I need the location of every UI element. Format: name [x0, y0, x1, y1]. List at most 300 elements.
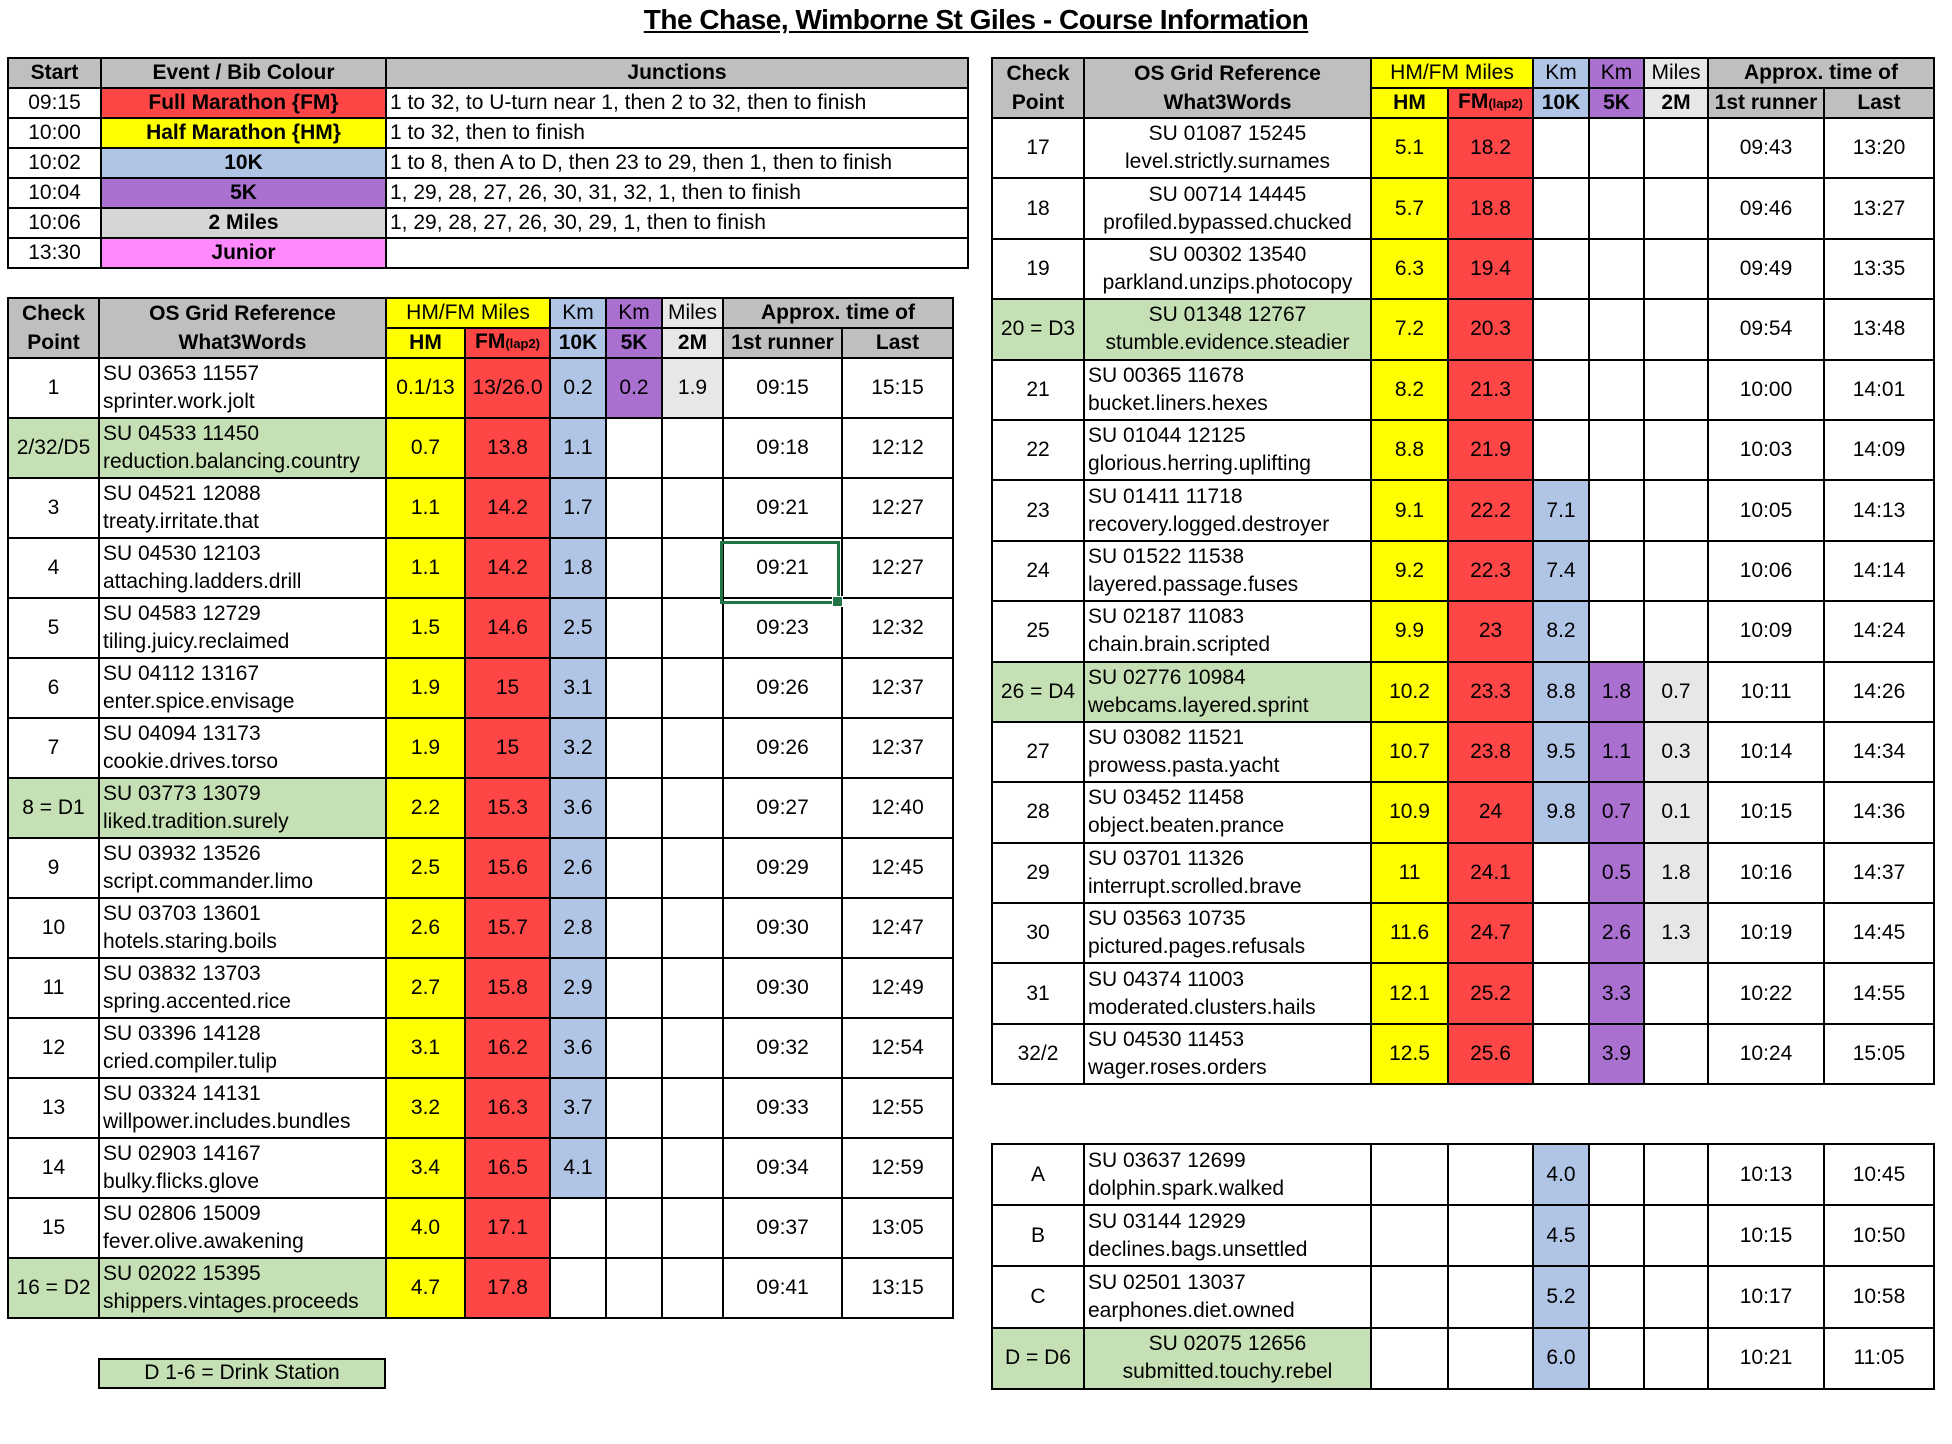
- checkpoint-id[interactable]: 10: [8, 898, 99, 958]
- checkpoint-id[interactable]: 2/32/D5: [8, 418, 99, 478]
- fm-miles[interactable]: 25.2: [1448, 963, 1533, 1023]
- last-runner-time[interactable]: 14:37: [1824, 843, 1934, 903]
- km-5k[interactable]: [606, 1078, 662, 1138]
- header-km-5k[interactable]: Km: [1589, 58, 1644, 88]
- grid-reference-cell[interactable]: [1084, 1205, 1371, 1266]
- first-runner-time[interactable]: 09:37: [723, 1198, 842, 1258]
- header-km-10k[interactable]: Km: [1533, 58, 1589, 88]
- checkpoint-id[interactable]: 22: [992, 420, 1084, 480]
- miles-2m[interactable]: [1644, 541, 1708, 601]
- hm-miles[interactable]: 9.9: [1371, 601, 1448, 661]
- km-5k[interactable]: 0.7: [1589, 782, 1644, 842]
- km-5k[interactable]: [606, 958, 662, 1018]
- miles-2m[interactable]: [662, 1078, 723, 1138]
- header-10k[interactable]: 10K: [1533, 88, 1589, 118]
- header-miles-2m[interactable]: Miles: [1644, 58, 1708, 88]
- last-runner-time[interactable]: 13:27: [1824, 178, 1934, 238]
- event-junctions[interactable]: 1 to 8, then A to D, then 23 to 29, then 1, then to finish: [386, 148, 968, 178]
- hm-miles[interactable]: [1371, 1144, 1448, 1205]
- fm-miles[interactable]: 18.8: [1448, 178, 1533, 238]
- checkpoint-id[interactable]: 29: [992, 843, 1084, 903]
- last-runner-time[interactable]: 14:26: [1824, 662, 1934, 722]
- header-last-runner[interactable]: Last: [842, 328, 953, 358]
- hm-miles[interactable]: 1.5: [386, 598, 465, 658]
- miles-2m[interactable]: [662, 718, 723, 778]
- fm-miles[interactable]: 17.1: [465, 1198, 550, 1258]
- miles-2m[interactable]: [1644, 178, 1708, 238]
- last-runner-time[interactable]: 15:05: [1824, 1024, 1934, 1084]
- header-grid-ref[interactable]: OS Grid Reference: [1084, 58, 1371, 88]
- last-runner-time[interactable]: 12:49: [842, 958, 953, 1018]
- header-first-runner[interactable]: 1st runner: [1708, 88, 1824, 118]
- km-5k[interactable]: [1589, 601, 1644, 661]
- hm-miles[interactable]: 2.5: [386, 838, 465, 898]
- km-5k[interactable]: [1589, 118, 1644, 178]
- hm-miles[interactable]: 9.1: [1371, 480, 1448, 540]
- km-5k[interactable]: [606, 1138, 662, 1198]
- last-runner-time[interactable]: 13:05: [842, 1198, 953, 1258]
- grid-reference-cell[interactable]: [99, 478, 386, 538]
- km-10k[interactable]: 9.5: [1533, 722, 1589, 782]
- fm-miles[interactable]: 16.5: [465, 1138, 550, 1198]
- miles-2m[interactable]: [1644, 420, 1708, 480]
- hm-miles[interactable]: 12.5: [1371, 1024, 1448, 1084]
- first-runner-time[interactable]: 10:14: [1708, 722, 1824, 782]
- hm-miles[interactable]: 0.7: [386, 418, 465, 478]
- hm-miles[interactable]: 8.8: [1371, 420, 1448, 480]
- first-runner-time[interactable]: 10:13: [1708, 1144, 1824, 1205]
- last-runner-time[interactable]: 13:20: [1824, 118, 1934, 178]
- fm-miles[interactable]: 14.2: [465, 478, 550, 538]
- km-10k[interactable]: 4.1: [550, 1138, 606, 1198]
- fm-miles[interactable]: 15.7: [465, 898, 550, 958]
- header-5k[interactable]: 5K: [606, 328, 662, 358]
- km-5k[interactable]: [606, 478, 662, 538]
- grid-reference-cell[interactable]: [1084, 360, 1371, 420]
- miles-2m[interactable]: [1644, 1328, 1708, 1389]
- km-5k[interactable]: [1589, 1205, 1644, 1266]
- km-5k[interactable]: [606, 658, 662, 718]
- first-runner-time[interactable]: 10:00: [1708, 360, 1824, 420]
- km-10k[interactable]: [1533, 420, 1589, 480]
- last-runner-time[interactable]: 14:24: [1824, 601, 1934, 661]
- first-runner-time[interactable]: 09:46: [1708, 178, 1824, 238]
- miles-2m[interactable]: [1644, 118, 1708, 178]
- last-runner-time[interactable]: 14:45: [1824, 903, 1934, 963]
- km-5k[interactable]: [606, 538, 662, 598]
- km-5k[interactable]: [606, 598, 662, 658]
- hm-miles[interactable]: 1.9: [386, 658, 465, 718]
- miles-2m[interactable]: 1.8: [1644, 843, 1708, 903]
- hm-miles[interactable]: 2.7: [386, 958, 465, 1018]
- km-10k[interactable]: 4.5: [1533, 1205, 1589, 1266]
- fm-miles[interactable]: 19.4: [1448, 239, 1533, 299]
- fm-miles[interactable]: 24: [1448, 782, 1533, 842]
- first-runner-time[interactable]: 09:21: [723, 478, 842, 538]
- checkpoint-id[interactable]: 6: [8, 658, 99, 718]
- last-runner-time[interactable]: 15:15: [842, 358, 953, 418]
- km-10k[interactable]: 2.8: [550, 898, 606, 958]
- miles-2m[interactable]: 0.1: [1644, 782, 1708, 842]
- km-10k[interactable]: 9.8: [1533, 782, 1589, 842]
- first-runner-time[interactable]: 09:23: [723, 598, 842, 658]
- hm-miles[interactable]: 0.1/13: [386, 358, 465, 418]
- hm-miles[interactable]: [1371, 1205, 1448, 1266]
- event-name[interactable]: 10K: [101, 148, 386, 178]
- km-5k[interactable]: [1589, 239, 1644, 299]
- first-runner-time[interactable]: 10:15: [1708, 1205, 1824, 1266]
- checkpoint-id[interactable]: B: [992, 1205, 1084, 1266]
- header-5k[interactable]: 5K: [1589, 88, 1644, 118]
- checkpoint-id[interactable]: 13: [8, 1078, 99, 1138]
- last-runner-time[interactable]: 13:48: [1824, 299, 1934, 359]
- km-5k[interactable]: [606, 418, 662, 478]
- last-runner-time[interactable]: 12:55: [842, 1078, 953, 1138]
- km-10k[interactable]: [1533, 299, 1589, 359]
- checkpoint-id[interactable]: 30: [992, 903, 1084, 963]
- fm-miles[interactable]: 24.1: [1448, 843, 1533, 903]
- grid-reference-cell[interactable]: [1084, 903, 1371, 963]
- miles-2m[interactable]: [1644, 239, 1708, 299]
- header-hmfm-miles[interactable]: HM/FM Miles: [1371, 58, 1533, 88]
- km-5k[interactable]: 1.1: [1589, 722, 1644, 782]
- km-10k[interactable]: [550, 1198, 606, 1258]
- last-runner-time[interactable]: 10:50: [1824, 1205, 1934, 1266]
- event-name[interactable]: 2 Miles: [101, 208, 386, 238]
- header-grid-ref[interactable]: OS Grid Reference: [99, 298, 386, 328]
- last-runner-time[interactable]: 12:27: [842, 478, 953, 538]
- fm-miles[interactable]: 15.6: [465, 838, 550, 898]
- km-10k[interactable]: 3.7: [550, 1078, 606, 1138]
- event-start-time[interactable]: 13:30: [8, 238, 101, 268]
- hm-miles[interactable]: 10.7: [1371, 722, 1448, 782]
- last-runner-time[interactable]: 12:37: [842, 658, 953, 718]
- miles-2m[interactable]: [1644, 601, 1708, 661]
- event-start-time[interactable]: 10:02: [8, 148, 101, 178]
- grid-reference-cell[interactable]: [1084, 118, 1371, 178]
- first-runner-time[interactable]: 10:22: [1708, 963, 1824, 1023]
- fm-miles[interactable]: [1448, 1144, 1533, 1205]
- event-start-time[interactable]: 09:15: [8, 88, 101, 118]
- miles-2m[interactable]: [1644, 1024, 1708, 1084]
- km-5k[interactable]: [1589, 541, 1644, 601]
- km-10k[interactable]: [550, 1258, 606, 1318]
- first-runner-time[interactable]: 09:49: [1708, 239, 1824, 299]
- fm-miles[interactable]: 24.7: [1448, 903, 1533, 963]
- grid-reference-cell[interactable]: [1084, 299, 1371, 359]
- checkpoint-id[interactable]: 5: [8, 598, 99, 658]
- miles-2m[interactable]: [662, 478, 723, 538]
- checkpoint-id[interactable]: C: [992, 1266, 1084, 1327]
- event-name[interactable]: Junior: [101, 238, 386, 268]
- fm-miles[interactable]: [1448, 1266, 1533, 1327]
- fm-miles[interactable]: 13/26.0: [465, 358, 550, 418]
- km-10k[interactable]: 3.6: [550, 778, 606, 838]
- first-runner-time[interactable]: 10:09: [1708, 601, 1824, 661]
- km-10k[interactable]: 4.0: [1533, 1144, 1589, 1205]
- checkpoint-id[interactable]: A: [992, 1144, 1084, 1205]
- header-10k[interactable]: 10K: [550, 328, 606, 358]
- km-5k[interactable]: [606, 718, 662, 778]
- grid-reference-cell[interactable]: [99, 1198, 386, 1258]
- event-name[interactable]: Full Marathon {FM}: [101, 88, 386, 118]
- km-10k[interactable]: 3.6: [550, 1018, 606, 1078]
- first-runner-time[interactable]: 09:29: [723, 838, 842, 898]
- last-runner-time[interactable]: 14:34: [1824, 722, 1934, 782]
- hm-miles[interactable]: 12.1: [1371, 963, 1448, 1023]
- first-runner-time[interactable]: 09:30: [723, 958, 842, 1018]
- km-10k[interactable]: 1.1: [550, 418, 606, 478]
- header-fm-lap2[interactable]: [465, 328, 550, 358]
- miles-2m[interactable]: [662, 958, 723, 1018]
- first-runner-time[interactable]: 10:15: [1708, 782, 1824, 842]
- event-name[interactable]: 5K: [101, 178, 386, 208]
- hm-miles[interactable]: 6.3: [1371, 239, 1448, 299]
- km-5k[interactable]: [606, 838, 662, 898]
- miles-2m[interactable]: [662, 658, 723, 718]
- last-runner-time[interactable]: 14:14: [1824, 541, 1934, 601]
- miles-2m[interactable]: 0.7: [1644, 662, 1708, 722]
- grid-reference-cell[interactable]: [1084, 782, 1371, 842]
- hm-miles[interactable]: 10.2: [1371, 662, 1448, 722]
- fm-miles[interactable]: 22.2: [1448, 480, 1533, 540]
- hm-miles[interactable]: 3.1: [386, 1018, 465, 1078]
- fm-miles[interactable]: 21.9: [1448, 420, 1533, 480]
- km-10k[interactable]: 8.8: [1533, 662, 1589, 722]
- checkpoint-id[interactable]: 28: [992, 782, 1084, 842]
- header-km-5k[interactable]: Km: [606, 298, 662, 328]
- hm-miles[interactable]: 2.6: [386, 898, 465, 958]
- first-runner-time[interactable]: 10:17: [1708, 1266, 1824, 1327]
- grid-reference-cell[interactable]: [1084, 1328, 1371, 1389]
- miles-2m[interactable]: [1644, 480, 1708, 540]
- grid-reference-cell[interactable]: [99, 898, 386, 958]
- grid-reference-cell[interactable]: [1084, 541, 1371, 601]
- km-5k[interactable]: [1589, 1266, 1644, 1327]
- first-runner-time[interactable]: 10:06: [1708, 541, 1824, 601]
- last-runner-time[interactable]: 11:05: [1824, 1328, 1934, 1389]
- km-5k[interactable]: [1589, 1328, 1644, 1389]
- km-5k[interactable]: [1589, 1144, 1644, 1205]
- checkpoint-id[interactable]: 8 = D1: [8, 778, 99, 838]
- km-5k[interactable]: 1.8: [1589, 662, 1644, 722]
- checkpoint-id[interactable]: 21: [992, 360, 1084, 420]
- checkpoint-id[interactable]: 1: [8, 358, 99, 418]
- header-first-runner[interactable]: 1st runner: [723, 328, 842, 358]
- grid-reference-cell[interactable]: [99, 538, 386, 598]
- km-10k[interactable]: 1.7: [550, 478, 606, 538]
- grid-reference-cell[interactable]: [1084, 1266, 1371, 1327]
- fm-miles[interactable]: 25.6: [1448, 1024, 1533, 1084]
- miles-2m[interactable]: [662, 1198, 723, 1258]
- header-fm-lap2[interactable]: [1448, 88, 1533, 118]
- checkpoint-id[interactable]: 4: [8, 538, 99, 598]
- event-junctions[interactable]: 1 to 32, then to finish: [386, 118, 968, 148]
- km-10k[interactable]: [1533, 1024, 1589, 1084]
- fm-miles[interactable]: 23.3: [1448, 662, 1533, 722]
- km-10k[interactable]: 7.4: [1533, 541, 1589, 601]
- hm-miles[interactable]: 1.1: [386, 538, 465, 598]
- event-name[interactable]: Half Marathon {HM}: [101, 118, 386, 148]
- checkpoint-id[interactable]: 14: [8, 1138, 99, 1198]
- hm-miles[interactable]: 3.4: [386, 1138, 465, 1198]
- fm-miles[interactable]: 15.3: [465, 778, 550, 838]
- km-5k[interactable]: [1589, 178, 1644, 238]
- km-10k[interactable]: [1533, 239, 1589, 299]
- first-runner-time[interactable]: 10:19: [1708, 903, 1824, 963]
- checkpoint-id[interactable]: 3: [8, 478, 99, 538]
- miles-2m[interactable]: [1644, 1205, 1708, 1266]
- first-runner-time[interactable]: 09:18: [723, 418, 842, 478]
- checkpoint-id[interactable]: 32/2: [992, 1024, 1084, 1084]
- km-10k[interactable]: 8.2: [1533, 601, 1589, 661]
- last-runner-time[interactable]: 14:55: [1824, 963, 1934, 1023]
- hm-miles[interactable]: 8.2: [1371, 360, 1448, 420]
- header-check[interactable]: Check: [8, 298, 99, 328]
- km-10k[interactable]: 3.2: [550, 718, 606, 778]
- header-point[interactable]: Point: [8, 328, 99, 358]
- miles-2m[interactable]: [662, 1018, 723, 1078]
- header-last-runner[interactable]: Last: [1824, 88, 1934, 118]
- first-runner-time[interactable]: 09:43: [1708, 118, 1824, 178]
- checkpoint-id[interactable]: 23: [992, 480, 1084, 540]
- first-runner-time[interactable]: 10:03: [1708, 420, 1824, 480]
- header-miles-2m[interactable]: Miles: [662, 298, 723, 328]
- checkpoint-id[interactable]: 26 = D4: [992, 662, 1084, 722]
- first-runner-time[interactable]: 09:15: [723, 358, 842, 418]
- hm-miles[interactable]: 7.2: [1371, 299, 1448, 359]
- grid-reference-cell[interactable]: [99, 958, 386, 1018]
- fm-miles[interactable]: 15: [465, 718, 550, 778]
- grid-reference-cell[interactable]: [1084, 1144, 1371, 1205]
- first-runner-time[interactable]: 10:11: [1708, 662, 1824, 722]
- event-start-time[interactable]: 10:06: [8, 208, 101, 238]
- checkpoint-id[interactable]: 17: [992, 118, 1084, 178]
- km-10k[interactable]: 7.1: [1533, 480, 1589, 540]
- miles-2m[interactable]: 0.3: [1644, 722, 1708, 782]
- event-start-time[interactable]: 10:04: [8, 178, 101, 208]
- km-5k[interactable]: 0.2: [606, 358, 662, 418]
- checkpoint-id[interactable]: 7: [8, 718, 99, 778]
- first-runner-time[interactable]: 09:27: [723, 778, 842, 838]
- checkpoint-id[interactable]: 11: [8, 958, 99, 1018]
- miles-2m[interactable]: [1644, 360, 1708, 420]
- km-10k[interactable]: [1533, 903, 1589, 963]
- km-10k[interactable]: [1533, 118, 1589, 178]
- grid-reference-cell[interactable]: [1084, 1024, 1371, 1084]
- header-what3words[interactable]: What3Words: [99, 328, 386, 358]
- header-km-10k[interactable]: Km: [550, 298, 606, 328]
- checkpoint-id[interactable]: 31: [992, 963, 1084, 1023]
- fm-miles[interactable]: 17.8: [465, 1258, 550, 1318]
- km-5k[interactable]: [1589, 360, 1644, 420]
- last-runner-time[interactable]: 12:12: [842, 418, 953, 478]
- fm-miles[interactable]: 14.6: [465, 598, 550, 658]
- last-runner-time[interactable]: 14:36: [1824, 782, 1934, 842]
- header-what3words[interactable]: What3Words: [1084, 88, 1371, 118]
- hm-miles[interactable]: 11: [1371, 843, 1448, 903]
- last-runner-time[interactable]: 14:01: [1824, 360, 1934, 420]
- event-junctions[interactable]: 1, 29, 28, 27, 26, 30, 31, 32, 1, then to finish: [386, 178, 968, 208]
- km-5k[interactable]: [606, 898, 662, 958]
- last-runner-time[interactable]: 10:58: [1824, 1266, 1934, 1327]
- miles-2m[interactable]: [662, 1138, 723, 1198]
- first-runner-time[interactable]: 09:41: [723, 1258, 842, 1318]
- first-runner-time[interactable]: 10:21: [1708, 1328, 1824, 1389]
- header-approx-time[interactable]: Approx. time of: [723, 298, 953, 328]
- miles-2m[interactable]: [662, 538, 723, 598]
- first-runner-time[interactable]: 09:32: [723, 1018, 842, 1078]
- last-runner-time[interactable]: 12:59: [842, 1138, 953, 1198]
- header-2m[interactable]: 2M: [1644, 88, 1708, 118]
- grid-reference-cell[interactable]: [99, 598, 386, 658]
- checkpoint-id[interactable]: 9: [8, 838, 99, 898]
- grid-reference-cell[interactable]: [1084, 178, 1371, 238]
- km-5k[interactable]: [1589, 420, 1644, 480]
- header-approx-time[interactable]: Approx. time of: [1708, 58, 1934, 88]
- hm-miles[interactable]: 9.2: [1371, 541, 1448, 601]
- km-5k[interactable]: 3.3: [1589, 963, 1644, 1023]
- km-10k[interactable]: 2.9: [550, 958, 606, 1018]
- grid-reference-cell[interactable]: [99, 1258, 386, 1318]
- grid-reference-cell[interactable]: [99, 658, 386, 718]
- km-10k[interactable]: [1533, 360, 1589, 420]
- miles-2m[interactable]: [662, 1258, 723, 1318]
- km-5k[interactable]: [606, 1198, 662, 1258]
- miles-2m[interactable]: [1644, 299, 1708, 359]
- km-5k[interactable]: 0.5: [1589, 843, 1644, 903]
- hm-miles[interactable]: [1371, 1266, 1448, 1327]
- first-runner-time[interactable]: 10:16: [1708, 843, 1824, 903]
- checkpoint-id[interactable]: 19: [992, 239, 1084, 299]
- checkpoint-id[interactable]: 16 = D2: [8, 1258, 99, 1318]
- grid-reference-cell[interactable]: [1084, 843, 1371, 903]
- hm-miles[interactable]: 1.9: [386, 718, 465, 778]
- grid-reference-cell[interactable]: [99, 718, 386, 778]
- first-runner-time[interactable]: 09:21: [723, 538, 842, 598]
- km-10k[interactable]: 2.5: [550, 598, 606, 658]
- grid-reference-cell[interactable]: [99, 778, 386, 838]
- km-5k[interactable]: [1589, 299, 1644, 359]
- grid-reference-cell[interactable]: [1084, 601, 1371, 661]
- header-hm[interactable]: HM: [1371, 88, 1448, 118]
- first-runner-time[interactable]: 10:24: [1708, 1024, 1824, 1084]
- hm-miles[interactable]: 11.6: [1371, 903, 1448, 963]
- event-junctions[interactable]: 1, 29, 28, 27, 26, 30, 29, 1, then to finish: [386, 208, 968, 238]
- checkpoint-id[interactable]: 27: [992, 722, 1084, 782]
- grid-reference-cell[interactable]: [1084, 480, 1371, 540]
- last-runner-time[interactable]: 12:40: [842, 778, 953, 838]
- miles-2m[interactable]: [662, 598, 723, 658]
- km-10k[interactable]: 2.6: [550, 838, 606, 898]
- header-point[interactable]: Point: [992, 88, 1084, 118]
- fm-miles[interactable]: 23.8: [1448, 722, 1533, 782]
- first-runner-time[interactable]: 10:05: [1708, 480, 1824, 540]
- fm-miles[interactable]: 16.3: [465, 1078, 550, 1138]
- fm-miles[interactable]: 15.8: [465, 958, 550, 1018]
- hm-miles[interactable]: 5.1: [1371, 118, 1448, 178]
- last-runner-time[interactable]: 12:37: [842, 718, 953, 778]
- miles-2m[interactable]: [1644, 963, 1708, 1023]
- miles-2m[interactable]: [662, 898, 723, 958]
- header-hm[interactable]: HM: [386, 328, 465, 358]
- fm-miles[interactable]: 14.2: [465, 538, 550, 598]
- km-10k[interactable]: 0.2: [550, 358, 606, 418]
- km-5k[interactable]: [606, 1018, 662, 1078]
- fm-miles[interactable]: 22.3: [1448, 541, 1533, 601]
- km-10k[interactable]: 5.2: [1533, 1266, 1589, 1327]
- grid-reference-cell[interactable]: [1084, 662, 1371, 722]
